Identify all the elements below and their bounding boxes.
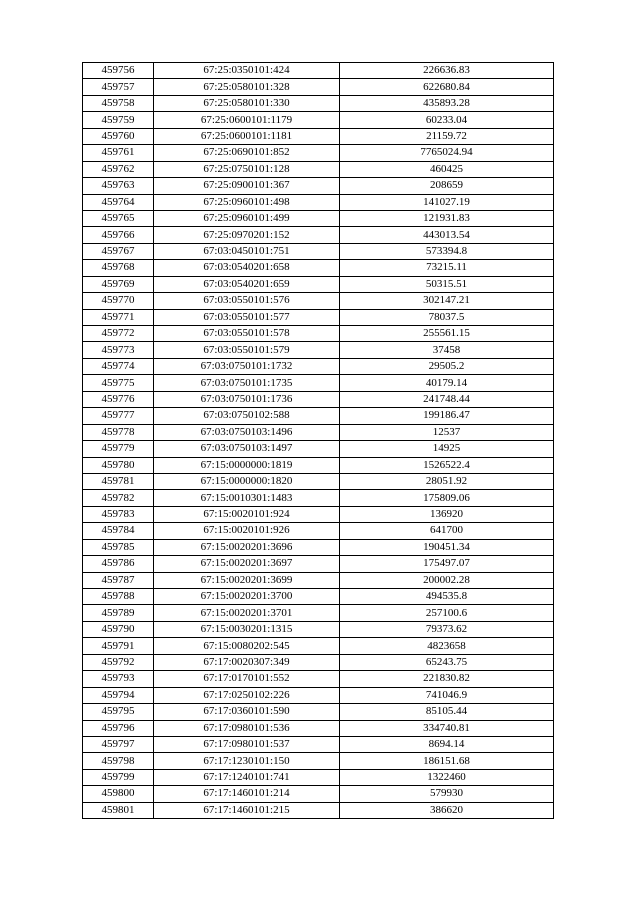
row-number-cell: 459781 xyxy=(83,473,154,489)
table-row xyxy=(83,194,554,210)
table-row xyxy=(83,753,554,769)
cadastral-number-cell: 67:17:1460101:214 xyxy=(154,786,340,802)
row-number-cell: 459787 xyxy=(83,572,154,588)
row-number-cell: 459785 xyxy=(83,539,154,555)
value-cell: 443013.54 xyxy=(340,227,554,243)
value-cell: 175809.06 xyxy=(340,490,554,506)
row-number-cell: 459757 xyxy=(83,79,154,95)
value-cell: 221830.82 xyxy=(340,671,554,687)
value-cell: 386620 xyxy=(340,802,554,818)
cadastral-number-cell: 67:17:0360101:590 xyxy=(154,704,340,720)
row-number-cell: 459765 xyxy=(83,210,154,226)
table-row xyxy=(83,145,554,161)
row-number-cell: 459777 xyxy=(83,408,154,424)
row-number-cell: 459800 xyxy=(83,786,154,802)
row-number-cell: 459791 xyxy=(83,638,154,654)
cadastral-number-cell: 67:15:0020101:926 xyxy=(154,523,340,539)
value-cell: 40179.14 xyxy=(340,375,554,391)
table-row xyxy=(83,210,554,226)
cadastral-number-cell: 67:17:0170101:552 xyxy=(154,671,340,687)
table-row xyxy=(83,79,554,95)
value-cell: 435893.28 xyxy=(340,95,554,111)
value-cell: 190451.34 xyxy=(340,539,554,555)
table-row xyxy=(83,638,554,654)
table-row xyxy=(83,342,554,358)
row-number-cell: 459792 xyxy=(83,654,154,670)
value-cell: 21159.72 xyxy=(340,128,554,144)
row-number-cell: 459798 xyxy=(83,753,154,769)
row-number-cell: 459773 xyxy=(83,342,154,358)
value-cell: 141027.19 xyxy=(340,194,554,210)
value-cell: 241748.44 xyxy=(340,391,554,407)
row-number-cell: 459764 xyxy=(83,194,154,210)
row-number-cell: 459796 xyxy=(83,720,154,736)
row-number-cell: 459761 xyxy=(83,145,154,161)
value-cell: 208659 xyxy=(340,178,554,194)
value-cell: 579930 xyxy=(340,786,554,802)
table-row xyxy=(83,671,554,687)
row-number-cell: 459797 xyxy=(83,736,154,752)
cadastral-number-cell: 67:25:0960101:498 xyxy=(154,194,340,210)
value-cell: 79373.62 xyxy=(340,621,554,637)
value-cell: 78037.5 xyxy=(340,309,554,325)
cadastral-number-cell: 67:25:0750101:128 xyxy=(154,161,340,177)
value-cell: 1526522.4 xyxy=(340,457,554,473)
row-number-cell: 459789 xyxy=(83,605,154,621)
row-number-cell: 459776 xyxy=(83,391,154,407)
row-number-cell: 459762 xyxy=(83,161,154,177)
value-cell: 641700 xyxy=(340,523,554,539)
cadastral-number-cell: 67:17:1460101:215 xyxy=(154,802,340,818)
row-number-cell: 459794 xyxy=(83,687,154,703)
cadastral-number-cell: 67:15:0010301:1483 xyxy=(154,490,340,506)
table-row xyxy=(83,556,554,572)
cadastral-number-cell: 67:25:0600101:1181 xyxy=(154,128,340,144)
value-cell: 50315.51 xyxy=(340,276,554,292)
row-number-cell: 459768 xyxy=(83,260,154,276)
table-row xyxy=(83,276,554,292)
table-row xyxy=(83,769,554,785)
row-number-cell: 459767 xyxy=(83,243,154,259)
cadastral-number-cell: 67:15:0020101:924 xyxy=(154,506,340,522)
cadastral-number-cell: 67:03:0550101:576 xyxy=(154,293,340,309)
table-row xyxy=(83,539,554,555)
row-number-cell: 459770 xyxy=(83,293,154,309)
cadastral-number-cell: 67:15:0020201:3701 xyxy=(154,605,340,621)
value-cell: 65243.75 xyxy=(340,654,554,670)
value-cell: 255561.15 xyxy=(340,326,554,342)
row-number-cell: 459778 xyxy=(83,424,154,440)
row-number-cell: 459775 xyxy=(83,375,154,391)
row-number-cell: 459760 xyxy=(83,128,154,144)
cadastral-number-cell: 67:03:0750101:1736 xyxy=(154,391,340,407)
cadastral-number-cell: 67:03:0750102:588 xyxy=(154,408,340,424)
table-row xyxy=(83,704,554,720)
table-row xyxy=(83,161,554,177)
cadastral-number-cell: 67:15:0020201:3700 xyxy=(154,589,340,605)
table-row xyxy=(83,63,554,79)
row-number-cell: 459795 xyxy=(83,704,154,720)
row-number-cell: 459771 xyxy=(83,309,154,325)
cadastral-number-cell: 67:03:0750103:1496 xyxy=(154,424,340,440)
cadastral-value-table xyxy=(82,62,554,819)
row-number-cell: 459780 xyxy=(83,457,154,473)
value-cell: 334740.81 xyxy=(340,720,554,736)
cadastral-number-cell: 67:17:1230101:150 xyxy=(154,753,340,769)
table-row xyxy=(83,654,554,670)
cadastral-number-cell: 67:15:0020201:3696 xyxy=(154,539,340,555)
value-cell: 257100.6 xyxy=(340,605,554,621)
cadastral-number-cell: 67:25:0690101:852 xyxy=(154,145,340,161)
value-cell: 121931.83 xyxy=(340,210,554,226)
table-row xyxy=(83,424,554,440)
value-cell: 85105.44 xyxy=(340,704,554,720)
row-number-cell: 459782 xyxy=(83,490,154,506)
row-number-cell: 459793 xyxy=(83,671,154,687)
table-row xyxy=(83,293,554,309)
table-row xyxy=(83,523,554,539)
value-cell: 302147.21 xyxy=(340,293,554,309)
value-cell: 573394.8 xyxy=(340,243,554,259)
cadastral-number-cell: 67:25:0350101:424 xyxy=(154,63,340,79)
table-row xyxy=(83,736,554,752)
value-cell: 622680.84 xyxy=(340,79,554,95)
cadastral-number-cell: 67:25:0580101:328 xyxy=(154,79,340,95)
table-row xyxy=(83,457,554,473)
value-cell: 741046.9 xyxy=(340,687,554,703)
cadastral-number-cell: 67:03:0550101:577 xyxy=(154,309,340,325)
row-number-cell: 459756 xyxy=(83,63,154,79)
table-row xyxy=(83,227,554,243)
cadastral-number-cell: 67:25:0970201:152 xyxy=(154,227,340,243)
row-number-cell: 459790 xyxy=(83,621,154,637)
row-number-cell: 459799 xyxy=(83,769,154,785)
row-number-cell: 459769 xyxy=(83,276,154,292)
row-number-cell: 459801 xyxy=(83,802,154,818)
value-cell: 460425 xyxy=(340,161,554,177)
cadastral-number-cell: 67:03:0450101:751 xyxy=(154,243,340,259)
cadastral-number-cell: 67:25:0600101:1179 xyxy=(154,112,340,128)
row-number-cell: 459759 xyxy=(83,112,154,128)
cadastral-number-cell: 67:15:0020201:3699 xyxy=(154,572,340,588)
value-cell: 4823658 xyxy=(340,638,554,654)
cadastral-number-cell: 67:17:0980101:537 xyxy=(154,736,340,752)
value-cell: 37458 xyxy=(340,342,554,358)
value-cell: 200002.28 xyxy=(340,572,554,588)
table-row xyxy=(83,473,554,489)
row-number-cell: 459784 xyxy=(83,523,154,539)
cadastral-number-cell: 67:25:0900101:367 xyxy=(154,178,340,194)
value-cell: 8694.14 xyxy=(340,736,554,752)
table-row xyxy=(83,621,554,637)
cadastral-number-cell: 67:03:0540201:658 xyxy=(154,260,340,276)
table-row xyxy=(83,720,554,736)
value-cell: 175497.07 xyxy=(340,556,554,572)
cadastral-number-cell: 67:15:0080202:545 xyxy=(154,638,340,654)
value-cell: 29505.2 xyxy=(340,358,554,374)
table-row xyxy=(83,326,554,342)
table-row xyxy=(83,605,554,621)
row-number-cell: 459774 xyxy=(83,358,154,374)
table-row xyxy=(83,802,554,818)
table-row xyxy=(83,441,554,457)
cadastral-number-cell: 67:03:0750101:1735 xyxy=(154,375,340,391)
cadastral-number-cell: 67:03:0750103:1497 xyxy=(154,441,340,457)
value-cell: 7765024.94 xyxy=(340,145,554,161)
row-number-cell: 459772 xyxy=(83,326,154,342)
table-row xyxy=(83,506,554,522)
value-cell: 199186.47 xyxy=(340,408,554,424)
row-number-cell: 459788 xyxy=(83,589,154,605)
table-row xyxy=(83,589,554,605)
table-row xyxy=(83,358,554,374)
table-row xyxy=(83,243,554,259)
cadastral-number-cell: 67:17:0020307:349 xyxy=(154,654,340,670)
cadastral-number-cell: 67:17:0250102:226 xyxy=(154,687,340,703)
cadastral-number-cell: 67:03:0550101:579 xyxy=(154,342,340,358)
row-number-cell: 459758 xyxy=(83,95,154,111)
value-cell: 14925 xyxy=(340,441,554,457)
cadastral-number-cell: 67:25:0580101:330 xyxy=(154,95,340,111)
table-row xyxy=(83,490,554,506)
cadastral-number-cell: 67:15:0020201:3697 xyxy=(154,556,340,572)
cadastral-number-cell: 67:25:0960101:499 xyxy=(154,210,340,226)
cadastral-number-cell: 67:17:1240101:741 xyxy=(154,769,340,785)
table-row xyxy=(83,260,554,276)
value-cell: 136920 xyxy=(340,506,554,522)
table-row xyxy=(83,572,554,588)
cadastral-number-cell: 67:03:0550101:578 xyxy=(154,326,340,342)
cadastral-number-cell: 67:15:0030201:1315 xyxy=(154,621,340,637)
cadastral-number-cell: 67:15:0000000:1819 xyxy=(154,457,340,473)
row-number-cell: 459783 xyxy=(83,506,154,522)
table-row xyxy=(83,408,554,424)
value-cell: 186151.68 xyxy=(340,753,554,769)
table-row xyxy=(83,309,554,325)
value-cell: 494535.8 xyxy=(340,589,554,605)
value-cell: 226636.83 xyxy=(340,63,554,79)
value-cell: 28051.92 xyxy=(340,473,554,489)
cadastral-number-cell: 67:17:0980101:536 xyxy=(154,720,340,736)
cadastral-number-cell: 67:03:0540201:659 xyxy=(154,276,340,292)
table-row xyxy=(83,178,554,194)
value-cell: 12537 xyxy=(340,424,554,440)
cadastral-number-cell: 67:15:0000000:1820 xyxy=(154,473,340,489)
table-body xyxy=(83,63,554,819)
table-row xyxy=(83,786,554,802)
row-number-cell: 459779 xyxy=(83,441,154,457)
table-row xyxy=(83,391,554,407)
value-cell: 60233.04 xyxy=(340,112,554,128)
table-row xyxy=(83,95,554,111)
row-number-cell: 459786 xyxy=(83,556,154,572)
row-number-cell: 459763 xyxy=(83,178,154,194)
value-cell: 73215.11 xyxy=(340,260,554,276)
value-cell: 1322460 xyxy=(340,769,554,785)
cadastral-number-cell: 67:03:0750101:1732 xyxy=(154,358,340,374)
table-row xyxy=(83,128,554,144)
row-number-cell: 459766 xyxy=(83,227,154,243)
table-row xyxy=(83,375,554,391)
table-row xyxy=(83,112,554,128)
table-row xyxy=(83,687,554,703)
